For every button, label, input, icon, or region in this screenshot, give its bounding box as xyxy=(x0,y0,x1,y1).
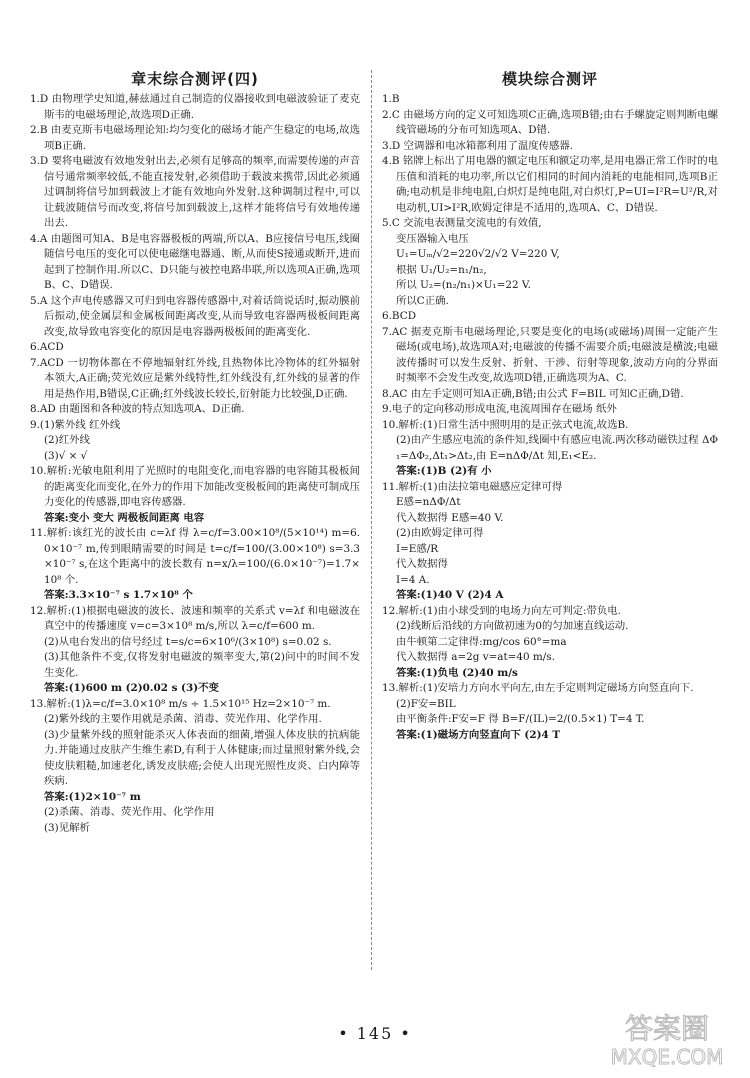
right-answer-line: (2)线断后沿线的方向做初速为0的匀加速直线运动. xyxy=(396,620,629,632)
right-answer-line: 代入数据得 xyxy=(396,558,448,570)
right-answer-line: 13.解析:(1)安培力方向水平向左,由左手定则判定磁场方向竖直向下. xyxy=(382,682,694,694)
left-answer-line: 10.解析:光敏电阻利用了光照时的电阻变化,而电容器的电容随其极板间的距离变化而变化,在外力的作用下加能改变极板间的距离使可制成压力变化的传感器,即电容传感器. xyxy=(30,465,360,508)
left-answer-line: 2.B 由麦克斯韦电磁场理论知:均匀变化的磁场才能产生稳定的电场,故选项B正确. xyxy=(30,124,360,152)
right-answer-line: 12.解析:(1)由小球受到的电场力向左可判定:带负电. xyxy=(382,604,621,617)
right-answer-line: 答案:(1)磁场方向竖直向下 (2)4 T xyxy=(396,728,561,741)
right-answer-line: 变压器输入电压 xyxy=(396,232,469,245)
right-answer-line: 11.解析:(1)由法拉第电磁感应定律可得 xyxy=(382,480,563,493)
left-section-title: 章末综合测评(四) xyxy=(131,70,259,88)
left-answer-line: (2)杀菌、消毒、荧光作用、化学作用 xyxy=(44,806,215,818)
right-answer-line: 7.AC 据麦克斯韦电磁场理论,只要是变化的电场(或磁场)周围一定能产生磁场(或电场),故选项A对;电磁波的传播不需要介质;电磁波是横波;电磁波传播时可以发生反射、折射、干涉、衍射等现象,波动方向的分界面时频率不会发生改变,故选项D错,正确选项为A、C. xyxy=(382,325,718,384)
left-answer-line: (3)少量紫外线的照射能杀灭人体表面的细菌,增强人体皮肤的抗病能力.并能通过皮肤产生维生素D,有利于人体健康;而过量照射紫外线,会使皮肤粗糙,加速老化,诱发皮肤癌;会使人出现光照性皮炎、白内障等疾病. xyxy=(44,728,360,787)
right-answer-line: 由牛顿第二定律得:mg/cos 60°=ma xyxy=(396,635,567,648)
left-answer-line: (2)紫外线的主要作用就是杀菌、消毒、荧光作用、化学作用. xyxy=(44,713,322,725)
left-answer-list xyxy=(30,92,360,836)
watermark-text-2: MXQE.COM xyxy=(610,1045,724,1069)
right-answer-line: 代入数据得 a=2g v=at=40 m/s. xyxy=(396,651,555,663)
right-answer-line: 8.AC 由左手定则可知A正确,B错;由公式 F=BIL 可知C正确,D错. xyxy=(382,387,684,400)
right-answer-line: 所以C正确. xyxy=(396,294,449,307)
left-answer-line: (3)√ × √ xyxy=(44,449,88,462)
right-answer-line: 代入数据得 E感=40 V. xyxy=(396,511,504,524)
left-answer-line: 11.解析:该红光的波长由 c=λf 得 λ=c/f=3.00×10⁸/(5×10¹⁴) m=6.0×10⁻⁷ m,传到眼睛需要的时间是 t=c/f=100/(3.00×10⁸) s=3.3×10⁻⁷ s,在这个距离中的波长数有 n=x/λ=100/(6.0×10⁻⁷)=1.7×10⁸ 个. xyxy=(30,527,360,586)
right-answer-line: 6.BCD xyxy=(382,310,417,322)
left-answer-line: 答案:(1)2×10⁻⁷ m xyxy=(44,790,141,803)
right-column xyxy=(382,68,718,743)
left-column xyxy=(30,68,360,836)
left-answer-line: 13.解析:(1)λ=c/f=3.0×10⁸ m/s ÷ 1.5×10¹⁵ Hz=2×10⁻⁷ m. xyxy=(30,697,331,710)
left-answer-line: (3)其他条件不变,仅将发射电磁波的频率变大,第(2)问中的时间不发生变化. xyxy=(44,651,360,679)
left-answer-line: 答案:(1)600 m (2)0.02 s (3)不变 xyxy=(44,682,219,694)
watermark-logo xyxy=(592,1002,742,1072)
right-answer-list xyxy=(382,92,718,743)
left-answer-line: 答案:3.3×10⁻⁷ s 1.7×10⁸ 个 xyxy=(44,589,193,601)
right-answer-line: 所以 U₂=(n₂/n₁)×U₁=22 V. xyxy=(396,279,531,291)
left-answer-line: 5.A 这个声电传感器又可归到电容器传感器中,对着话筒说话时,振动膜前后振动,使金属层和金属板间距离改变,从而导致电容器两极板间距离改变,故导致电容变化的原因是电容器两极板间的距离变化. xyxy=(30,294,360,338)
right-answer-line: (2)由欧姆定律可得 xyxy=(396,527,484,539)
right-answer-line: (2)F安=BIL xyxy=(396,697,456,710)
left-answer-line: (3)见解析 xyxy=(44,821,90,834)
watermark-text-1: 答案圈 xyxy=(624,1012,710,1045)
left-answer-line: (2)从电台发出的信号经过 t=s/c=6×10⁶/(3×10⁸) s=0.02 s. xyxy=(44,635,332,648)
right-answer-line: U₁=Uₘ/√2=220√2/√2 V=220 V, xyxy=(396,248,560,260)
left-answer-line: 7.ACD 一切物体都在不停地辐射红外线,且热物体比冷物体的红外辐射本领大,A正确;荧光效应是紫外线特性,红外线没有,红外线的显著的作用是热作用,B错误,C正确;红外线波长较长,衍射能力比较强,D正确. xyxy=(30,356,360,400)
right-section-title: 模块综合测评 xyxy=(501,70,598,88)
right-answer-line: I=E感/R xyxy=(396,542,439,555)
left-answer-line: 6.ACD xyxy=(30,341,64,353)
right-answer-line: 根据 U₁/U₂=n₁/n₂, xyxy=(396,263,487,276)
left-answer-line: 9.(1)紫外线 红外线 xyxy=(30,418,121,431)
page-number: • 145 • xyxy=(338,1024,412,1043)
left-answer-line: 12.解析:(1)根据电磁波的波长、波速和频率的关系式 v=λf 和电磁波在真空中的传播速度 v=c=3×10⁸ m/s,所以 λ=c/f=600 m. xyxy=(30,604,360,632)
right-answer-line: E感=nΔΦ/Δt xyxy=(396,496,461,508)
left-answer-line: 4.A 由题图可知A、B是电容器极板的两端,所以A、B应接信号电压,线圈随信号电压的变化可以使电磁继电器通、断,从而使S接通或断开,进而起到了控制作用.所以C、D只能与被控电路串联,所以选项A正确,选项B、C、D错误. xyxy=(30,232,360,291)
right-answer-line: 3.D 空调器和电冰箱都利用了温度传感器. xyxy=(382,139,574,152)
right-answer-line: (2)由产生感应电流的条件知,线圈中有感应电流.两次移动磁铁过程 ΔΦ₁=ΔΦ₂,Δt₁>Δt₂,由 E=nΔΦ/Δt 知,E₁<E₂. xyxy=(396,434,718,462)
left-answer-line: 3.D 要将电磁波有效地发射出去,必须有足够高的频率,而需要传递的声音信号通常频率较低,不能直接发射,必须借助于载波来携带,因此必须通过调制将信号加到载波上才能有效地向外发射.这种调制过程中,可以让载波随信号而改变,将信号加到载波上,这样才能将信号有效地传递出去. xyxy=(30,155,360,229)
right-answer-line: 4.B 铭牌上标出了用电器的额定电压和额定功率,是用电器正常工作时的电压值和消耗的电功率,所以它们相同的时间内消耗的电能相同,选项B正确;电动机是非纯电阻,白炽灯是纯电阻,对白炽灯,P=UI=I²R=U²/R,对电动机,UI>I²R,欧姆定律是不适用的,选项A、C、D错误. xyxy=(382,155,718,214)
right-answer-line: 9.电子的定向移动形成电流,电流周围存在磁场 纸外 xyxy=(382,403,617,415)
right-answer-line: 2.C 由磁场方向的定义可知选项C正确,选项B错;由右手螺旋定则判断电螺线管磁场的分布可知选项A、D错. xyxy=(382,108,718,136)
right-answer-line: 答案:(1)负电 (2)40 m/s xyxy=(396,666,518,679)
left-answer-line: 1.D 由物理学史知道,赫兹通过自己制造的仪器接收到电磁波验证了麦克斯韦的电磁场理论,故选项D正确. xyxy=(30,93,360,121)
right-answer-line: 答案:(1)B (2)有 小 xyxy=(396,465,492,477)
left-answer-line: (2)红外线 xyxy=(44,434,90,446)
right-answer-line: 5.C 交流电表测量交流电的有效值, xyxy=(382,217,542,229)
left-answer-line: 答案:变小 变大 两极板间距离 电容 xyxy=(44,511,205,524)
right-answer-line: I=4 A. xyxy=(396,573,430,586)
right-answer-line: 由平衡条件:F安=F 得 B=F/(IL)=2/(0.5×1) T=4 T. xyxy=(396,713,645,725)
right-answer-line: 10.解析:(1)日常生活中照明用的是正弦式电流,故选B. xyxy=(382,418,629,431)
left-answer-line: 8.AD 由题图和各种波的特点知选项A、D正确. xyxy=(30,403,245,415)
right-answer-line: 1.B xyxy=(382,93,400,105)
right-answer-line: 答案:(1)40 V (2)4 A xyxy=(396,589,504,601)
column-divider xyxy=(371,70,372,970)
